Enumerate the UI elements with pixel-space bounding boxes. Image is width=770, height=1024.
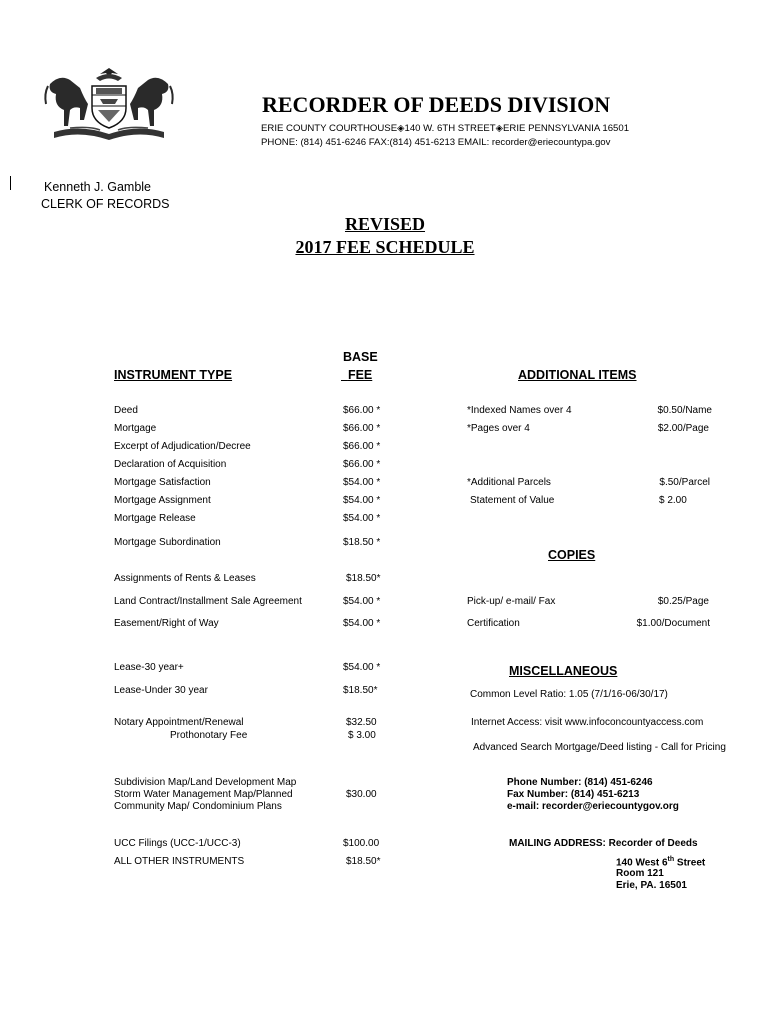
fee-row-name: Assignments of Rents & Leases xyxy=(114,573,256,584)
fee-row-name: Mortgage Satisfaction xyxy=(114,477,211,488)
additional-item-fee: $.50/Parcel xyxy=(659,477,710,488)
additional-item-fee: $ 2.00 xyxy=(659,495,687,506)
fee-row-value: $18.50* xyxy=(346,856,381,867)
copies-item-fee: $0.25/Page xyxy=(657,596,709,607)
fee-row-value: $54.00 * xyxy=(343,596,381,607)
fee-row-name: Deed xyxy=(114,405,138,416)
mailing-address-label: MAILING ADDRESS: Recorder of Deeds xyxy=(509,838,698,849)
fee-row-value: $54.00 * xyxy=(343,513,381,524)
copies-item-name: Certification xyxy=(467,618,520,629)
fee-row-name: Excerpt of Adjudication/Decree xyxy=(114,441,251,452)
fee-row-value: $18.50 * xyxy=(343,537,381,548)
fee-row-value: $32.50 xyxy=(346,717,377,728)
copies-header: COPIES xyxy=(548,548,596,562)
fee-row-value: $100.00 xyxy=(343,838,380,849)
additional-item-name: Statement of Value xyxy=(470,495,555,506)
fee-row-name: Land Contract/Installment Sale Agreement xyxy=(114,596,302,607)
fee-row-value: $54.00 * xyxy=(343,618,381,629)
official-name: Kenneth J. Gamble xyxy=(44,180,152,194)
fee-row-value: $18.50* xyxy=(343,685,378,696)
fee-row-value: $ 3.00 xyxy=(348,730,376,741)
fee-row-value: $54.00 * xyxy=(343,477,381,488)
additional-item-name: *Additional Parcels xyxy=(467,477,551,488)
fee-schedule-title: 2017 FEE SCHEDULE xyxy=(295,237,475,257)
fee-row-value: $54.00 * xyxy=(343,662,381,673)
fee-row-name: Declaration of Acquisition xyxy=(114,459,227,470)
fee-row-name: Lease-30 year+ xyxy=(114,662,184,673)
phone-number: Phone Number: (814) 451-6246 xyxy=(507,777,653,788)
additional-item-name: *Pages over 4 xyxy=(467,423,530,434)
fee-row-value: $66.00 * xyxy=(343,459,381,470)
fee-row-value: $66.00 * xyxy=(343,423,381,434)
fee-row-value: $66.00 * xyxy=(343,441,381,452)
margin-mark xyxy=(10,176,11,190)
fee-row-name: Mortgage Subordination xyxy=(114,537,221,548)
advanced-search: Advanced Search Mortgage/Deed listing - Call for Pricing xyxy=(473,742,726,753)
division-title: RECORDER OF DEEDS DIVISION xyxy=(262,92,611,117)
mailing-city: Erie, PA. 16501 xyxy=(616,880,687,891)
fee-row-name: UCC Filings (UCC-1/UCC-3) xyxy=(114,838,241,849)
fee-row-name: Easement/Right of Way xyxy=(114,618,219,629)
fee-row-name: Mortgage xyxy=(114,423,157,434)
fee-row-value: $30.00 xyxy=(346,789,377,800)
fee-row-name: ALL OTHER INSTRUMENTS xyxy=(114,856,245,867)
fee-row-value: $66.00 * xyxy=(343,405,381,416)
fee-header: FEE xyxy=(347,368,373,382)
fax-number: Fax Number: (814) 451-6213 xyxy=(507,789,640,800)
courthouse-address: ERIE COUNTY COURTHOUSE◈140 W. 6TH STREET◈ERIE PENNSYLVANIA 16501 xyxy=(261,123,630,134)
fee-row-name: Mortgage Release xyxy=(114,513,196,524)
copies-item-name: Pick-up/ e-mail/ Fax xyxy=(467,596,556,607)
fee-row-name: Prothonotary Fee xyxy=(170,730,248,741)
official-position: CLERK OF RECORDS xyxy=(41,197,170,211)
miscellaneous-header: MISCELLANEOUS xyxy=(509,664,618,678)
fee-row-name: Storm Water Management Map/Planned xyxy=(114,789,293,800)
fee-row-value: $54.00 * xyxy=(343,495,381,506)
copies-item-fee: $1.00/Document xyxy=(636,618,710,629)
mailing-street: 140 West 6th Street xyxy=(616,856,706,869)
common-level-ratio: Common Level Ratio: 1.05 (7/1/16-06/30/17) xyxy=(470,689,668,700)
additional-item-name: *Indexed Names over 4 xyxy=(467,405,572,416)
additional-items-header: ADDITIONAL ITEMS xyxy=(518,368,637,382)
revised-title: REVISED xyxy=(344,214,426,234)
email-address: e-mail: recorder@eriecountygov.org xyxy=(507,801,679,812)
fee-row-name: Subdivision Map/Land Development Map xyxy=(114,777,297,788)
contact-line: PHONE: (814) 451-6246 FAX:(814) 451-6213 EMAIL: recorder@eriecountypa.gov xyxy=(261,137,611,148)
fee-row-value: $18.50* xyxy=(346,573,381,584)
fee-row-name: Notary Appointment/Renewal xyxy=(114,717,244,728)
internet-access: Internet Access: visit www.infoconcountyaccess.com xyxy=(471,717,704,728)
pennsylvania-seal-icon xyxy=(40,64,178,144)
fee-row-name: Lease-Under 30 year xyxy=(114,685,208,696)
fee-row-name: Community Map/ Condominium Plans xyxy=(114,801,282,812)
fee-row-name: Mortgage Assignment xyxy=(114,495,211,506)
additional-item-fee: $2.00/Page xyxy=(657,423,709,434)
additional-item-fee: $0.50/Name xyxy=(657,405,712,416)
base-header: BASE xyxy=(343,350,378,364)
mailing-room: Room 121 xyxy=(616,868,664,879)
instrument-type-header: INSTRUMENT TYPE xyxy=(114,368,233,382)
